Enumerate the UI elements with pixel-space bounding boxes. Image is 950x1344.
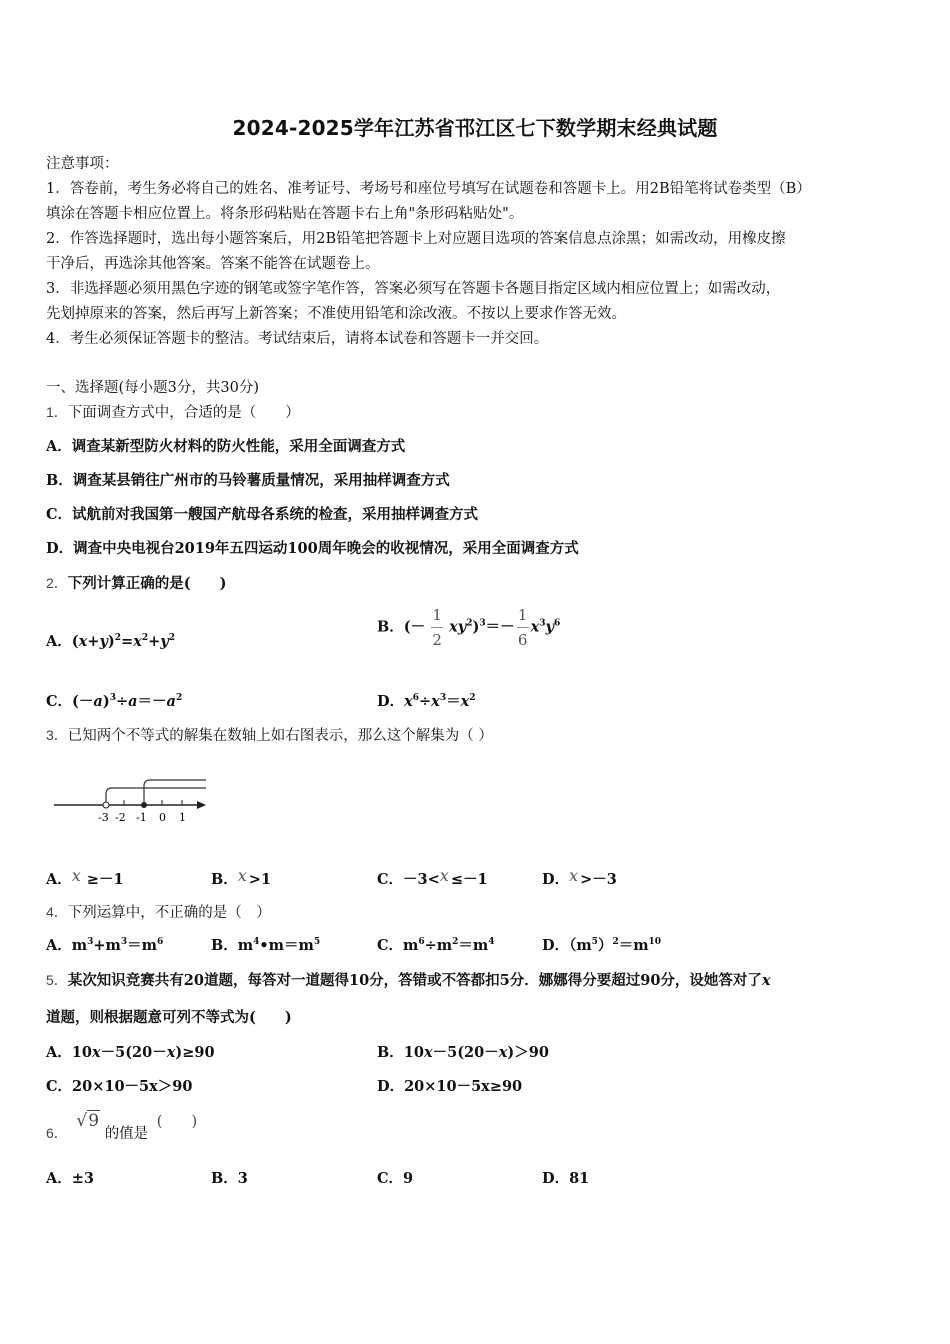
page-title: 2024-2025学年江苏省邗江区七下数学期末经典试题 (232, 116, 718, 140)
q3-option-a: A．x ≥－1 (46, 866, 124, 888)
question-5-stem-line-1: 5．某次知识竞赛共有20道题，每答对一道题得10分，答错或不答都扣5分．娜娜得分要超过90分，设她答对了x (46, 972, 771, 989)
notice-line-4: 4．考生必须保证答题卡的整洁。考试结束后，请将本试卷和答题卡一并交回。 (46, 331, 549, 347)
tick-label: 1 (179, 811, 186, 824)
q2-option-d: D．$x^6\div x^3=x^2$ (377, 693, 476, 710)
notice-heading: 注意事项： (46, 156, 119, 172)
fraction: $\frac{1}{6}$ (517, 606, 528, 649)
question-number: 1． (46, 404, 68, 420)
q6-option-b: B．3 (211, 1170, 248, 1187)
q3-option-b: B．x >1 (211, 866, 272, 888)
q4-option-b: B．$m^4•m=m^5$ (211, 937, 321, 954)
question-2-stem: 2．下列计算正确的是( ) (46, 575, 227, 592)
notice-line-2b: 干净后，再选涂其他答案。答案不能答在试题卷上。 (46, 256, 380, 272)
notice-line-3a: 3．非选择题必须用黑色字迹的钢笔或签字笔作答，答案必须写在答题卡各题目指定区域内相应位置上；如需改动， (46, 281, 781, 297)
q4-option-c: C．$m^6\div m^2=m^4$ (377, 937, 495, 954)
q6-option-d: D．81 (542, 1170, 590, 1187)
closed-point (141, 802, 147, 808)
q5-option-b: B．10x－5(20－x)＞90 (377, 1044, 549, 1061)
solution-ray-2 (144, 780, 206, 802)
tick-label: 0 (159, 811, 166, 824)
notice-line-1a: 1．答卷前，考生务必将自己的姓名、准考证号、考场号和座位号填写在试题卷和答题卡上。用2B铅笔将试卷类型（B） (46, 181, 811, 197)
tick-label: -3 (98, 811, 109, 824)
q2-option-c: C．$(-a)^3\div a=-a^2$ (46, 693, 183, 710)
sqrt-symbol: √9 (76, 1111, 100, 1131)
question-4-stem: 4．下列运算中，不正确的是（ ） (46, 904, 271, 921)
fraction: $\frac{1}{2}$ (432, 606, 442, 649)
q1-option-c: C．试航前对我国第一艘国产航母各系统的检查，采用抽样调查方式 (46, 506, 479, 523)
question-1-stem: 1．下面调查方式中，合适的是（ ） (46, 404, 300, 421)
q4-option-a: A．$m^3+m^3=m^6$ (46, 937, 164, 954)
q2-option-a: A．$(x+y)^2=x^2+y^2$ (46, 633, 175, 650)
notice-line-3b: 先划掉原来的答案，然后再写上新答案；不准使用铅笔和涂改液。不按以上要求作答无效。 (46, 306, 626, 322)
q6-option-c: C．9 (377, 1170, 414, 1187)
tick-label: -1 (136, 811, 147, 824)
open-point (103, 802, 109, 808)
question-5-stem-line-2: 道题，则根据题意可列不等式为( ) (46, 1009, 292, 1026)
notice-line-2a: 2．作答选择题时，选出每小题答案后，用2B铅笔把答题卡上对应题目选项的答案信息点涂黑；如需改动，用橡皮擦 (46, 231, 786, 247)
q5-option-a: A．10x－5(20－x)≥90 (46, 1044, 215, 1061)
q3-option-c: C．－3<x ≤－1 (377, 866, 488, 888)
number-line-figure (52, 776, 212, 826)
q4-option-d: D．$(m^5)^2=m^{10}$ (542, 937, 662, 954)
q6-option-a: A．±3 (46, 1170, 94, 1187)
arrow-icon (197, 801, 206, 809)
section-heading: 一、选择题(每小题3分，共30分) (46, 380, 259, 396)
q5-option-c: C．20×10－5x＞90 (46, 1078, 193, 1095)
solution-ray-1 (106, 788, 206, 802)
q3-option-d: D．x >－3 (542, 866, 617, 888)
q5-option-d: D．20×10－5x≥90 (377, 1078, 523, 1095)
tick-label: -2 (115, 811, 126, 824)
question-6-stem: 6． √9 的值是 ( ) (46, 1111, 198, 1142)
question-3-stem: 3．已知两个不等式的解集在数轴上如右图表示，那么这个解集为（ ） (46, 727, 493, 744)
q1-option-d: D．调查中央电视台2019年五四运动100周年晚会的收视情况，采用全面调查方式 (46, 540, 579, 557)
q2-option-b: B．(－ $\frac{1}{2} xy^2)^3=- \frac{1}{6} x^3y^6$ (377, 606, 561, 649)
q1-option-b: B．调查某县销往广州市的马铃薯质量情况，采用抽样调查方式 (46, 472, 450, 489)
q1-option-a: A．调查某新型防火材料的防火性能，采用全面调查方式 (46, 438, 406, 455)
notice-line-1b: 填涂在答题卡相应位置上。将条形码粘贴在答题卡右上角"条形码粘贴处"。 (46, 206, 524, 222)
